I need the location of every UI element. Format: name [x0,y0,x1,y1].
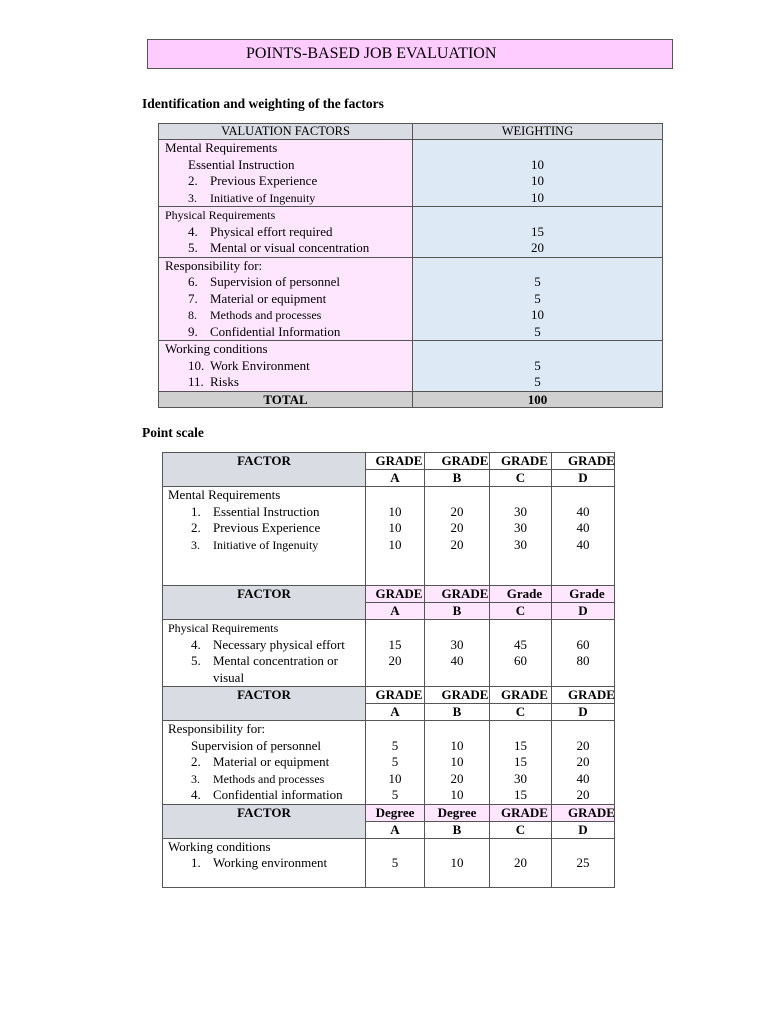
grade-value: 10 [450,787,464,802]
grade-header: GRADE [490,804,552,821]
grade-letter: B [425,603,490,620]
weight-value: 10 [531,156,544,172]
grade-value: 10 [450,737,464,753]
grade-letter: C [490,704,552,721]
point-scale-body-responsibility [163,721,615,805]
grade-value: 45 [514,636,527,652]
grade-header: GRADE [425,586,490,603]
weight-value: 10 [531,307,544,322]
grade-value: 60 [514,653,527,668]
factor-item: 8. Methods and processes [188,308,322,322]
total-row [159,391,663,407]
grade-value: 20 [450,536,464,552]
factor-item: 1. Working environment [191,855,328,870]
weight-value: 5 [534,357,541,373]
factor-item: Supervision of personnel [191,737,321,753]
grade-value: 20 [576,737,590,753]
factor-item: 5. Mental or visual concentration [188,240,370,255]
grade-value: 40 [576,503,590,519]
group-row-responsibility [159,257,663,341]
factor-item: 2. Previous Experience [191,520,321,535]
weight-value: 10 [531,173,544,188]
grade-header: Degree [366,804,425,821]
grade-value: 10 [388,770,402,786]
grade-letter: B [425,470,490,487]
grade-letter: A [366,603,425,620]
factor-item: 4. Necessary physical effort [191,636,345,652]
factor-item: 9. Confidential Information [188,323,341,339]
group-label: Responsibility for: [168,721,266,736]
grade-header: GRADE [425,453,490,470]
weight-value: 10 [531,189,544,205]
grade-header: GRADE [366,687,425,704]
grade-header: GRADE [490,453,552,470]
grade-value: 30 [450,636,464,652]
weight-value: 20 [531,240,544,255]
grade-value: 5 [391,754,399,769]
group-row-mental [159,140,663,207]
grade-value: 30 [514,503,527,519]
factor-item: 7. Material or equipment [188,290,327,306]
grade-header: Degree [425,804,490,821]
factor-item: 3. Initiative of Ingenuity [188,190,316,205]
grade-value: 30 [514,520,527,535]
grade-value: 5 [391,855,399,870]
grade-value: 30 [514,536,527,552]
grade-letter: C [490,821,552,838]
column-header-weighting: WEIGHTING [413,124,663,140]
section-heading-text: Identification and weighting of the factors [142,96,384,111]
grade-value: 20 [388,653,402,668]
factor-item: 4. Confidential information [191,787,343,802]
weight-value: 5 [534,290,541,306]
grade-letter: A [366,821,425,838]
weight-value: 5 [534,323,541,339]
group-label: Working conditions [165,341,268,356]
grade-header: GRADE [425,687,490,704]
grade-value: 40 [576,520,590,535]
factor-item: 3. Methods and processes [191,771,325,786]
group-label: Working conditions [168,838,271,854]
grade-letter: D [552,704,615,721]
point-scale-body-physical [163,620,615,687]
weight-value: 15 [531,223,544,239]
grade-value: 10 [450,855,464,870]
factor-item: 2. Material or equipment [191,754,330,769]
grade-header-row [163,586,615,603]
total-label: TOTAL [159,391,413,407]
factor-item: 5. Mental concentration or [191,653,338,668]
factor-item: 3. Initiative of Ingenuity [191,537,319,552]
factor-item: 6. Supervision of personnel [188,274,340,289]
group-label: Responsibility for: [165,257,263,273]
grade-value: 5 [391,787,399,802]
grade-letter: C [490,603,552,620]
section-heading-factors [138,96,384,112]
section-heading-point-scale [138,425,204,441]
grade-header: GRADE [490,687,552,704]
point-scale-body-mental [163,487,615,586]
point-scale-body-working-conditions [163,838,615,887]
document-title: POINTS-BASED JOB EVALUATION [246,45,497,62]
document-title-box [147,39,673,69]
grade-header: GRADE [366,586,425,603]
factor-header: FACTOR [163,687,366,721]
grade-letter: B [425,704,490,721]
grade-header: GRADE [552,453,615,470]
grade-value: 20 [576,787,590,802]
section-heading-text: Point scale [142,425,204,440]
grade-header: Grade [490,586,552,603]
grade-letter: D [552,603,615,620]
grade-value: 10 [388,503,402,519]
grade-value: 40 [576,770,590,786]
weighting-table-header [159,124,663,140]
factor-item-continued: visual [213,669,245,685]
grade-value: 5 [391,737,399,753]
weight-value: 5 [534,274,541,289]
grade-value: 15 [514,737,527,753]
grade-letter: C [490,470,552,487]
grade-value: 20 [450,520,464,535]
grade-letter: D [552,470,615,487]
factor-item: 11. Risks [188,374,239,389]
column-header-factors: VALUATION FACTORS [159,124,413,140]
grade-value: 25 [576,855,590,870]
factor-item: 4. Physical effort required [188,223,333,239]
group-row-working-conditions [159,341,663,392]
grade-header-row [163,804,615,821]
group-label: Mental Requirements [165,140,278,155]
grade-header: GRADE [552,804,615,821]
factor-header: FACTOR [163,586,366,620]
group-label: Physical Requirements [168,621,279,635]
grade-value: 10 [450,754,464,769]
group-row-physical [159,207,663,258]
group-label: Physical Requirements [165,208,276,222]
grade-value: 20 [450,503,464,519]
factor-item: 10. Work Environment [188,357,310,373]
grade-value: 15 [514,787,527,802]
grade-value: 20 [450,770,464,786]
grade-letter: D [552,821,615,838]
grade-value: 20 [514,855,527,870]
grade-header: GRADE [552,687,615,704]
factor-item: 1. Essential Instruction [191,503,320,519]
grade-header: GRADE [366,453,425,470]
grade-header-row [163,687,615,704]
grade-value: 15 [514,754,527,769]
point-scale-table [162,452,615,888]
grade-value: 80 [576,653,590,668]
grade-value: 40 [450,653,464,668]
grade-header: Grade [552,586,615,603]
factor-header: FACTOR [163,804,366,838]
factor-item: 2. Previous Experience [188,173,318,188]
grade-value: 15 [388,636,402,652]
grade-letter: A [366,470,425,487]
weighting-table [158,123,663,408]
grade-value: 40 [576,536,590,552]
factor-item: Essential Instruction [188,156,295,172]
grade-value: 10 [388,520,402,535]
grade-letter: A [366,704,425,721]
factor-header: FACTOR [163,453,366,487]
total-value: 100 [413,391,663,407]
grade-header-row [163,453,615,470]
grade-value: 10 [388,536,402,552]
grade-letter: B [425,821,490,838]
weight-value: 5 [534,374,541,389]
grade-value: 60 [576,636,590,652]
grade-value: 20 [576,754,590,769]
grade-value: 30 [514,770,527,786]
group-label: Mental Requirements [168,487,281,502]
